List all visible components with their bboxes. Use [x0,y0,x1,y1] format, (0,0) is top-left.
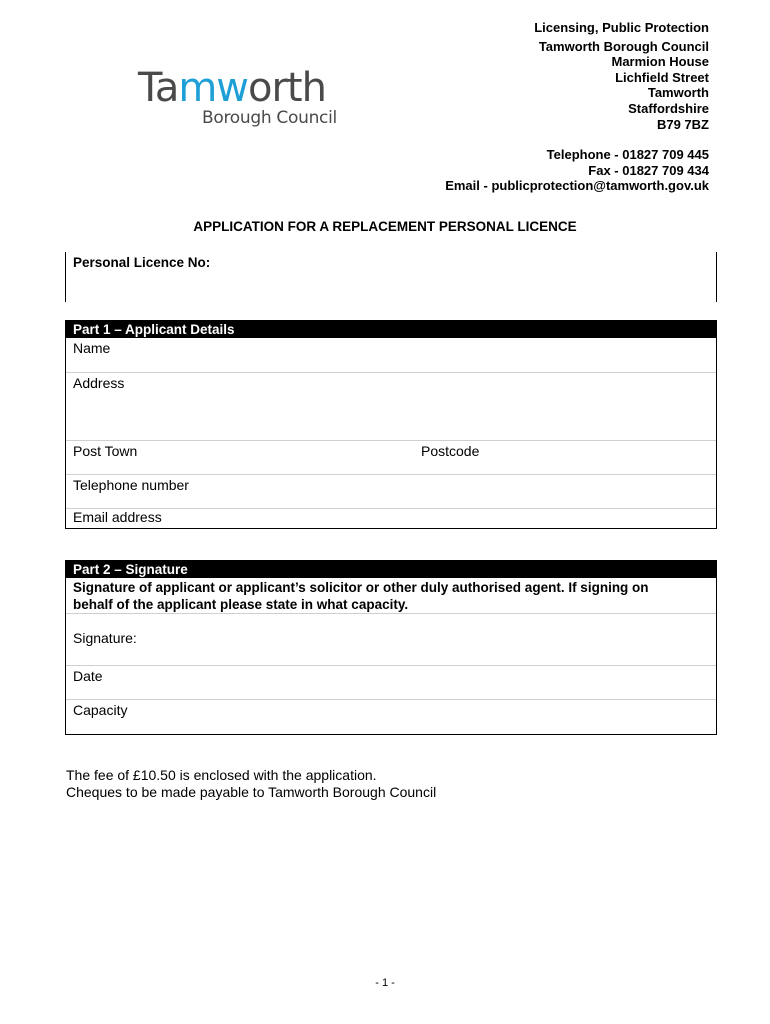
part1-heading: Part 1 – Applicant Details [66,321,716,338]
capacity-label: Capacity [73,702,128,718]
telephone-field[interactable] [66,475,716,509]
fee-note [66,767,436,801]
form-title: APPLICATION FOR A REPLACEMENT PERSONAL LICENCE [193,219,577,234]
part2-heading: Part 2 – Signature [66,561,716,578]
address-label: Address [73,375,125,391]
name-field[interactable] [66,338,716,373]
address-line: Tamworth Borough Council [538,38,709,54]
email-label: Email address [73,509,162,525]
capacity-field[interactable] [66,700,716,734]
email-text: Email - publicprotection@tamworth.gov.uk [445,178,709,194]
licence-number-label: Personal Licence No: [73,255,211,270]
logo-wordmark: Tamworth [138,65,326,111]
name-label: Name [73,340,111,356]
address-line: Tamworth [647,85,709,101]
fee-line: The fee of £10.50 is enclosed with the application. [66,767,377,783]
telephone-text: Telephone - 01827 709 445 [546,147,709,163]
address-line: Staffordshire [628,100,709,116]
council-address-block [445,20,709,194]
address-line: B79 7BZ [656,116,709,132]
email-field[interactable] [66,509,716,528]
address-field[interactable] [66,373,716,441]
post-town-row[interactable] [66,441,716,475]
date-field[interactable] [66,666,716,700]
logo-subtitle: Borough Council [202,108,337,128]
address-line: Lichfield Street [615,69,709,85]
telephone-label: Telephone number [73,477,189,493]
council-logo [138,66,338,136]
date-label: Date [73,668,103,684]
fax-text: Fax - 01827 709 434 [588,162,709,178]
address-line: Marmion House [611,54,709,70]
postcode-label: Postcode [421,443,480,459]
page-number: - 1 - [375,977,395,989]
licence-number-field[interactable] [65,252,717,302]
cheque-line: Cheques to be made payable to Tamworth Borough Council [66,784,437,800]
signature-field[interactable] [66,614,716,666]
address-line: Licensing, Public Protection [534,20,709,35]
part1-applicant-details [65,320,717,529]
signature-instruction [66,578,716,614]
signature-label: Signature: [73,630,137,646]
post-town-label: Post Town [73,443,138,459]
signature-instruction-text: Signature of applicant or applicant’s solicitor or other duly authorised agent. If signing on behalf of the applicant please state in what capacity. [73,580,649,612]
part2-signature [65,560,717,735]
